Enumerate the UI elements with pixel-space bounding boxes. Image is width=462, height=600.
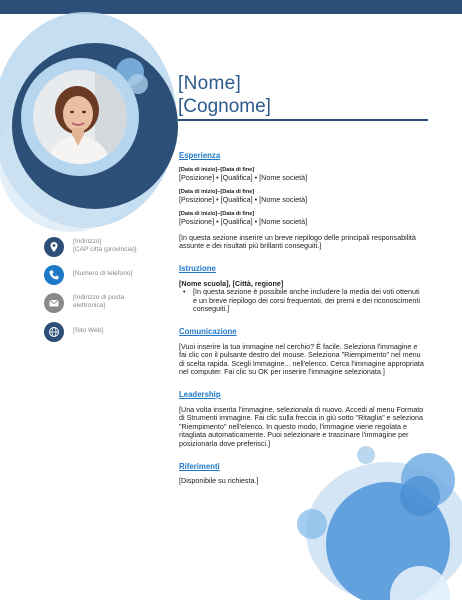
- location-pin-icon: [44, 237, 64, 257]
- job-line: [Posizione] • [Qualifica] • [Nome società]: [179, 217, 308, 227]
- globe-icon: [44, 322, 64, 342]
- resume-main-column: [179, 152, 425, 486]
- experience-heading: Esperienza: [179, 151, 221, 160]
- email-line-2: elettronica]: [73, 302, 106, 309]
- education-heading: Istruzione: [179, 264, 216, 273]
- job-line: [Posizione] • [Qualifica] • [Nome società]: [179, 172, 308, 182]
- education-bullet: [179, 288, 425, 314]
- name-divider: [178, 119, 428, 121]
- website-text: [Sito Web]: [73, 327, 104, 334]
- job-entry: [179, 167, 425, 182]
- job-dates: [Data di inizio]–[Data di fine]: [179, 166, 255, 173]
- job-entry: [179, 189, 425, 204]
- school-name: [Nome scuola], [Città, regione]: [179, 278, 284, 288]
- phone-icon: [44, 265, 64, 285]
- address-line-1: [Indirizzo]: [73, 238, 102, 245]
- last-name: [Cognome]: [178, 96, 271, 117]
- job-dates: [Data di inizio]–[Data di fine]: [179, 211, 255, 218]
- address-line-2: [CAP città (provincia)]: [73, 246, 137, 253]
- education-bullet-text: [In questa sezione è possibile anche includere la media dei voti ottenuti e un breve riepilogo dei corsi frequentati, dei premi e dei riconoscimenti conseguiti.]: [193, 287, 420, 314]
- profile-photo[interactable]: [33, 70, 127, 164]
- job-entry: [179, 211, 425, 226]
- experience-summary: [In questa sezione inserire un breve riepilogo delle principali responsabilità assunte e dei risultati più brillanti conseguiti.]: [179, 232, 416, 251]
- first-name: [Nome]: [178, 73, 242, 94]
- references-heading: Riferimenti: [179, 461, 220, 471]
- envelope-icon: [44, 293, 64, 313]
- communication-heading: Comunicazione: [179, 326, 237, 336]
- phone-text: [Numero di telefono]: [73, 270, 133, 277]
- leadership-heading: Leadership: [179, 389, 221, 399]
- profile-photo-image: [33, 70, 127, 164]
- leadership-text: [Una volta inserita l'immagine, selezionala di nuovo. Accedi al menu Formato di Strumenti immagine. Fai clic sulla freccia in giù sotto "Ritaglia" e seleziona "Riempimento" nell'elenco. In questo modo, l'immagine viene regolata e ritagliata automaticamente. Puoi selezionare e trascinare l'immagine per posizionarla dove preferisci.]: [179, 404, 424, 448]
- references-text: [Disponibile su richiesta.]: [179, 476, 259, 486]
- job-line: [Posizione] • [Qualifica] • [Nome società]: [179, 195, 308, 204]
- job-dates: [Data di inizio]–[Data di fine]: [179, 189, 255, 195]
- communication-text: [Vuoi inserire la tua immagine nel cerchio? È facile. Seleziona l'immagine e fai clic con il pulsante destro del mouse. Seleziona "Riempimento" nel menu di scelta rapida. Scegli Immagine... nell'elenco. Cerca l'immagine appropriata nel computer. Fai clic su OK per inserire l'immagine selezionata.]: [179, 341, 424, 377]
- email-line-1: [Indirizzo di posta: [73, 294, 125, 301]
- top-bar: [0, 0, 462, 14]
- bullet-icon: •: [183, 287, 186, 297]
